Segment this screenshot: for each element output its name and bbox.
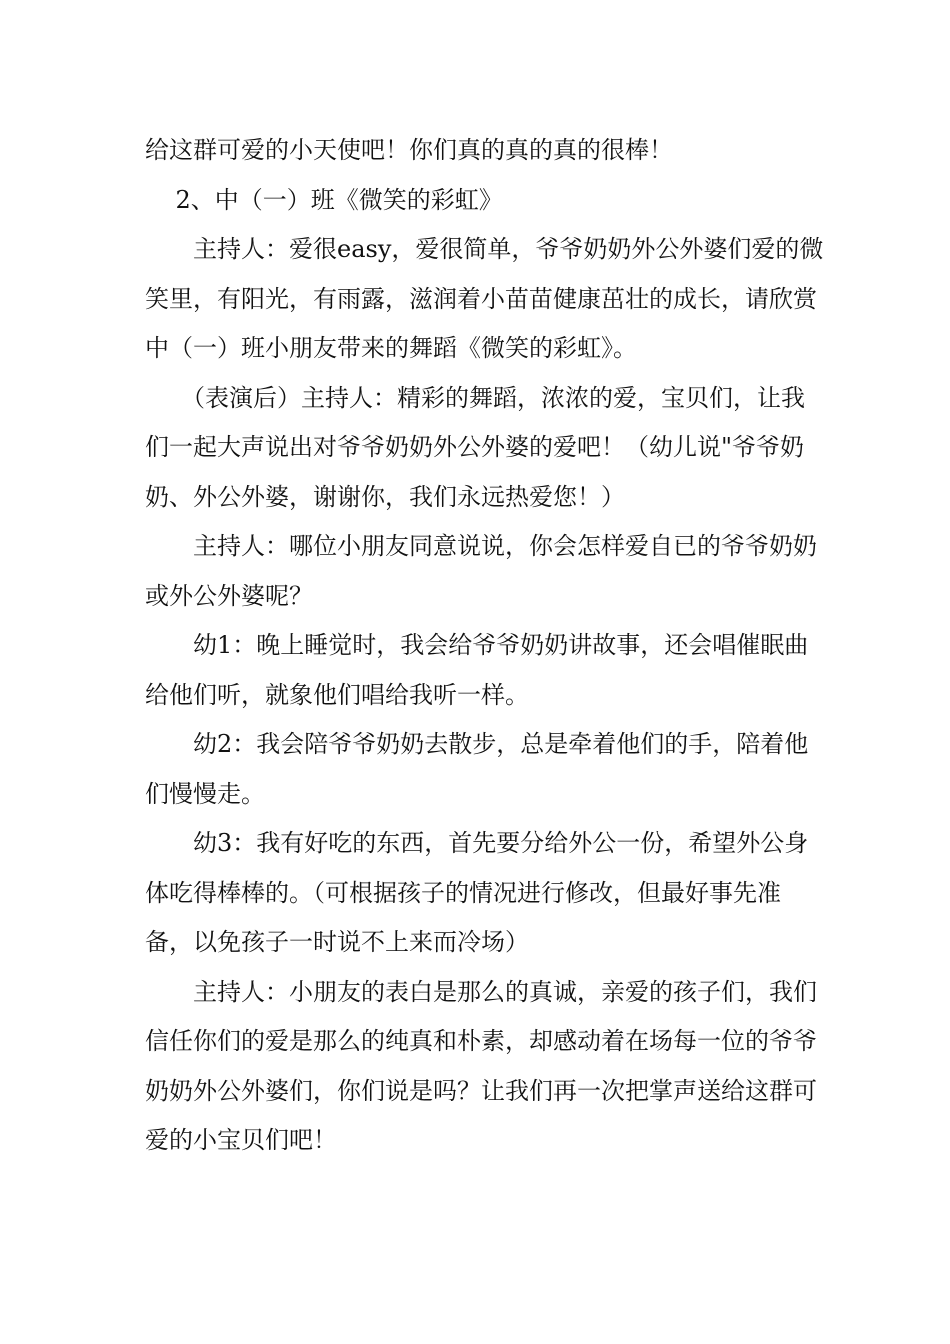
paragraph-child-2: 幼2：我会陪爷爷奶奶去散步，总是牵着他们的手，陪着他们慢慢走。 [145,730,809,808]
paragraph-closing-line: 给这群可爱的小天使吧！你们真的真的真的很棒！ [145,136,673,164]
paragraph-host-question: 主持人：哪位小朋友同意说说，你会怎样爱自已的爷爷奶奶或外公外婆呢？ [145,532,817,610]
paragraph-after-performance: （表演后）主持人：精彩的舞蹈，浓浓的爱，宝贝们，让我们一起大声说出对爷爷奶奶外公外婆的爱吧！（幼儿说"爷爷奶奶、外公外婆，谢谢你，我们永远热爱您！） [145,383,805,511]
paragraph-host-closing: 主持人：小朋友的表白是那么的真诚，亲爱的孩子们，我们信任你们的爱是那么的纯真和朴素，却感动着在场每一位的爷爷奶奶外公外婆们，你们说是吗？让我们再一次把掌声送给这群可爱的小宝贝们吧！ [145,977,817,1154]
paragraph-child-1: 幼1：晚上睡觉时，我会给爷爷奶奶讲故事，还会唱催眠曲给他们听，就象他们唱给我听一样。 [145,631,809,709]
paragraph-child-3: 幼3：我有好吃的东西，首先要分给外公一份，希望外公身体吃得棒棒的。（可根据孩子的情况进行修改，但最好事先准备，以免孩子一时说不上来而冷场） [145,829,809,956]
section-heading: 2、中（一）班《微笑的彩虹》 [145,185,503,214]
paragraph-host-intro: 主持人：爱很easy，爱很简单，爷爷奶奶外公外婆们爱的微笑里，有阳光，有雨露，滋润着小苗苗健康茁壮的成长，请欣赏中（一）班小朋友带来的舞蹈《微笑的彩虹》。 [145,235,824,362]
document-body [145,126,825,1166]
